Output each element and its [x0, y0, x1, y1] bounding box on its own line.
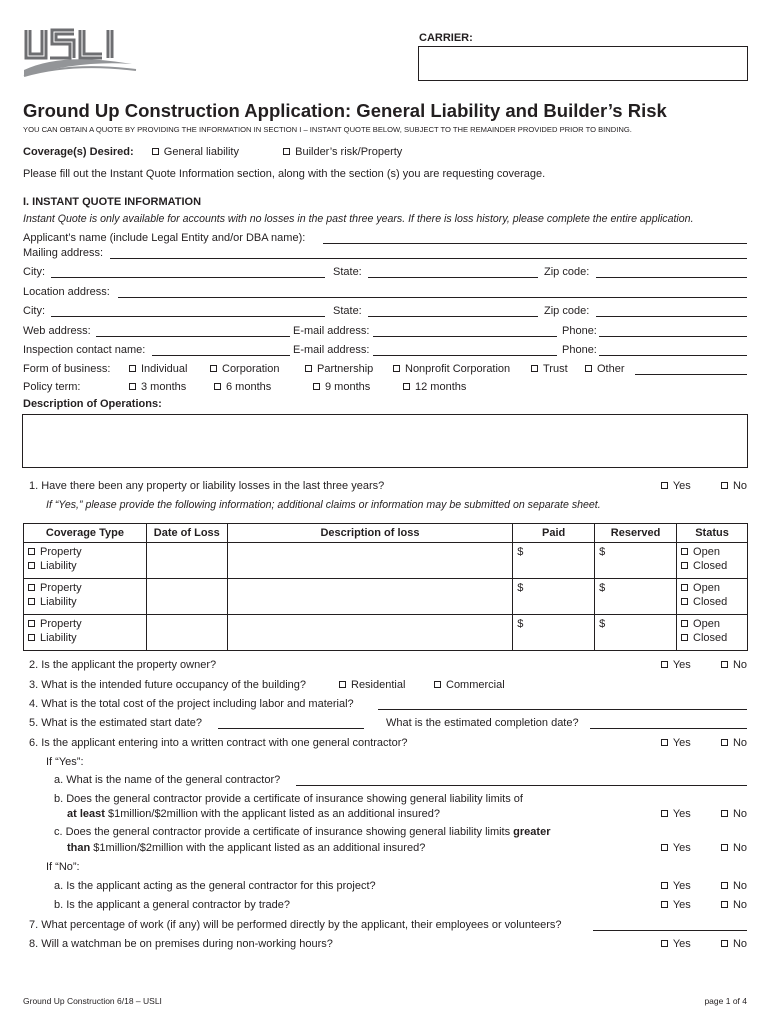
checkbox-icon — [129, 383, 136, 390]
question-6na-yn — [661, 879, 747, 893]
q6c-start: c. Does the general contractor provide a certificate of insurance showing general liability limits — [54, 826, 514, 838]
question-6-text: 6. Is the applicant entering into a written contract with one general contractor? — [29, 737, 408, 749]
city-label: City: — [23, 266, 45, 278]
no-label: No — [732, 880, 747, 892]
checkbox-icon — [28, 584, 35, 591]
status-closed[interactable] — [681, 595, 743, 609]
reserved-cell[interactable] — [595, 543, 677, 579]
form-label: Form of business: — [23, 363, 111, 375]
status-cell — [677, 615, 748, 651]
checkbox-icon — [585, 365, 592, 372]
checkbox-icon — [28, 598, 35, 605]
question-7-text: 7. What percentage of work (if any) will be performed directly by the applicant, their employees or volunteers? — [29, 919, 562, 931]
open-label: Open — [693, 582, 720, 594]
form-of-business-row — [23, 362, 747, 376]
yes-label: Yes — [672, 808, 691, 820]
zip-field-2[interactable] — [596, 304, 747, 317]
question-6nb-text: b. Is the applicant a general contractor by trade? — [54, 899, 291, 911]
question-6nb-yn — [661, 898, 747, 912]
zip-label-2: Zip code: — [544, 305, 590, 317]
description-label: Description of Operations: — [23, 398, 162, 410]
checkbox-icon — [531, 365, 538, 372]
checkbox-icon — [339, 681, 346, 688]
question-3-text: 3. What is the intended future occupancy of the building? — [29, 679, 307, 691]
dollar-sign: $ — [517, 618, 524, 630]
form-other[interactable] — [585, 362, 625, 376]
closed-label: Closed — [693, 596, 728, 608]
checkbox-icon — [721, 739, 728, 746]
policy-option-label: 12 months — [415, 381, 467, 393]
question-6b-line1 — [23, 792, 747, 806]
question-5 — [23, 716, 747, 730]
policy-option-label: 9 months — [325, 381, 371, 393]
state-label-2: State: — [333, 305, 362, 317]
form-option-label: Partnership — [317, 363, 374, 375]
checkbox-icon — [721, 482, 728, 489]
property-option[interactable] — [28, 581, 142, 595]
yes-label: Yes — [672, 880, 691, 892]
q6b-rest: $1million/$2million with the applicant listed as an additional insured? — [104, 808, 441, 820]
dollar-sign: $ — [517, 546, 524, 558]
no-label: No — [732, 808, 747, 820]
general-liability-label: General liability — [163, 146, 239, 158]
footer-form-id: Ground Up Construction 6/18 – USLI — [23, 996, 162, 1006]
open-label: Open — [693, 618, 720, 630]
question-6na-yes[interactable] — [661, 880, 691, 892]
col-status: Status — [677, 524, 748, 543]
question-8 — [23, 937, 747, 951]
date-of-loss-cell[interactable] — [146, 579, 227, 615]
state-field-1[interactable] — [368, 265, 538, 278]
no-label: No — [732, 899, 747, 911]
checkbox-icon — [129, 365, 136, 372]
no-label: No — [732, 842, 747, 854]
col-paid: Paid — [513, 524, 595, 543]
form-option-label: Other — [597, 363, 625, 375]
question-6c-yn — [661, 841, 747, 855]
question-6c-yes[interactable] — [661, 842, 691, 854]
col-date-of-loss: Date of Loss — [146, 524, 227, 543]
mailing-label: Mailing address: — [23, 247, 104, 259]
web-row — [23, 324, 747, 338]
checkbox-icon — [393, 365, 400, 372]
paid-cell[interactable] — [513, 615, 595, 651]
checkbox-icon — [721, 810, 728, 817]
phone-field-2[interactable] — [599, 343, 747, 356]
question-8-yes[interactable] — [661, 938, 691, 950]
question-6b-line2 — [23, 807, 747, 821]
yes-label: Yes — [672, 480, 691, 492]
question-6b-yn — [661, 807, 747, 821]
page-title: Ground Up Construction Application: General Liability and Builder’s Risk — [23, 100, 667, 121]
form-option-label: Individual — [141, 363, 188, 375]
table-row — [24, 579, 748, 615]
question-2-yn — [661, 658, 747, 672]
if-no-label — [23, 860, 747, 874]
web-field[interactable] — [96, 324, 290, 337]
footer-page-number: page 1 of 4 — [704, 996, 747, 1006]
general-contractor-field[interactable] — [296, 773, 747, 786]
liability-label: Liability — [40, 632, 77, 644]
policy-option-label: 3 months — [141, 381, 187, 393]
dollar-sign: $ — [599, 618, 606, 630]
city-field-1[interactable] — [51, 265, 325, 278]
coverage-row — [23, 145, 747, 159]
col-description: Description of loss — [227, 524, 513, 543]
description-cell[interactable] — [227, 615, 513, 651]
yes-label: Yes — [672, 899, 691, 911]
coverage-type-cell — [24, 615, 147, 651]
question-3 — [23, 678, 747, 692]
coverage-type-cell — [24, 543, 147, 579]
question-2-text: 2. Is the applicant the property owner? — [29, 659, 217, 671]
project-cost-field[interactable] — [378, 697, 747, 710]
dollar-sign: $ — [599, 546, 606, 558]
than-bold: than — [67, 842, 91, 854]
question-1-note — [23, 498, 747, 512]
date-of-loss-cell[interactable] — [146, 543, 227, 579]
instructions: Please fill out the Instant Quote Information section, along with the section (s) you are requesting coverage. — [23, 168, 546, 180]
liability-option[interactable] — [28, 631, 142, 645]
email-field-2[interactable] — [373, 343, 557, 356]
checkbox-icon — [28, 620, 35, 627]
table-row — [24, 615, 748, 651]
phone-label-2: Phone: — [562, 344, 597, 356]
question-6c-no[interactable] — [721, 842, 747, 854]
closed-label: Closed — [693, 560, 728, 572]
question-1-yn — [661, 479, 747, 493]
question-6-yn — [661, 736, 747, 750]
checkbox-icon — [681, 562, 688, 569]
coverage-type-cell — [24, 579, 147, 615]
checkbox-icon — [661, 940, 668, 947]
question-1-no[interactable] — [721, 480, 747, 492]
col-coverage-type: Coverage Type — [24, 524, 147, 543]
builders-risk-label: Builder’s risk/Property — [295, 146, 403, 158]
status-open[interactable] — [681, 581, 743, 595]
checkbox-icon — [681, 598, 688, 605]
checkbox-icon — [721, 844, 728, 851]
question-8-text: 8. Will a watchman be on premises during non-working hours? — [29, 938, 333, 950]
commercial-label: Commercial — [446, 679, 505, 691]
checkbox-icon — [661, 810, 668, 817]
phone-field-1[interactable] — [599, 324, 747, 337]
question-6nb-yes[interactable] — [661, 899, 691, 911]
mailing-row — [23, 246, 747, 260]
email-label: E-mail address: — [293, 325, 370, 337]
checkbox-icon — [721, 940, 728, 947]
page-subtitle: YOU CAN OBTAIN A QUOTE BY PROVIDING THE INFORMATION IN SECTION I – INSTANT QUOTE BELOW, SUBJECT TO THE REMAINDER PROVIDED PRIOR TO BINDING. — [23, 125, 632, 134]
location-label: Location address: — [23, 286, 110, 298]
checkbox-icon — [681, 620, 688, 627]
yes-label: Yes — [672, 938, 691, 950]
checkbox-icon — [681, 548, 688, 555]
city-field-2[interactable] — [51, 304, 325, 317]
inspection-label: Inspection contact name: — [23, 344, 146, 356]
reserved-cell[interactable] — [595, 615, 677, 651]
question-6-yes[interactable] — [661, 737, 691, 749]
question-2 — [23, 658, 747, 672]
inspection-field[interactable] — [152, 343, 290, 356]
checkbox-icon — [214, 383, 221, 390]
checkbox-icon — [661, 661, 668, 668]
status-cell — [677, 543, 748, 579]
question-6na-text: a. Is the applicant acting as the general contractor for this project? — [54, 880, 376, 892]
applicant-name-label: Applicant’s name (include Legal Entity and/or DBA name): — [23, 232, 306, 244]
question-6c-line2 — [23, 841, 747, 855]
status-closed[interactable] — [681, 631, 743, 645]
if-yes-label — [23, 755, 747, 769]
usli-logo — [22, 22, 140, 80]
status-cell — [677, 579, 748, 615]
email-label-2: E-mail address: — [293, 344, 370, 356]
web-label: Web address: — [23, 325, 91, 337]
start-date-field[interactable] — [218, 716, 364, 729]
carrier-label: CARRIER: — [419, 32, 473, 44]
question-6b-text-2 — [23, 808, 440, 820]
policy-12-months[interactable] — [403, 380, 466, 394]
property-label: Property — [40, 546, 82, 558]
question-2-no[interactable] — [721, 659, 747, 671]
checkbox-icon — [434, 681, 441, 688]
checkbox-icon — [721, 901, 728, 908]
no-label: No — [732, 659, 747, 671]
loss-table-header — [24, 524, 748, 543]
question-1 — [23, 479, 747, 493]
paid-cell[interactable] — [513, 543, 595, 579]
question-4-text: 4. What is the total cost of the project including labor and material? — [29, 698, 354, 710]
question-3-residential[interactable] — [339, 678, 405, 692]
dollar-sign: $ — [599, 582, 606, 594]
form-partnership[interactable] — [305, 362, 373, 376]
checkbox-icon — [661, 844, 668, 851]
question-6nb — [23, 898, 747, 912]
checkbox-icon — [721, 661, 728, 668]
completion-date-field[interactable] — [590, 716, 747, 729]
table-row — [24, 543, 748, 579]
checkbox-icon — [313, 383, 320, 390]
if-no-text: If “No”: — [46, 861, 80, 873]
zip-label: Zip code: — [544, 266, 590, 278]
question-1-note-text: If “Yes,” please provide the following information; additional claims or information may be submitted on separate sheet. — [46, 499, 601, 511]
inspection-row — [23, 343, 747, 357]
greater-bold: greater — [513, 826, 551, 838]
description-cell[interactable] — [227, 579, 513, 615]
residential-label: Residential — [351, 679, 406, 691]
work-percentage-field[interactable] — [593, 918, 747, 931]
state-field-2[interactable] — [368, 304, 538, 317]
policy-label: Policy term: — [23, 381, 81, 393]
dollar-sign: $ — [517, 582, 524, 594]
loss-history-table — [23, 523, 748, 651]
question-1-text: 1. Have there been any property or liability losses in the last three years? — [29, 480, 385, 492]
checkbox-icon — [305, 365, 312, 372]
liability-option[interactable] — [28, 595, 142, 609]
question-6a — [23, 773, 747, 787]
property-label: Property — [40, 618, 82, 630]
policy-term-row — [23, 380, 747, 394]
checkbox-icon — [661, 482, 668, 489]
location-field[interactable] — [118, 285, 747, 298]
question-6na — [23, 879, 747, 893]
state-label: State: — [333, 266, 362, 278]
liability-label: Liability — [40, 560, 77, 572]
location-row — [23, 285, 747, 299]
no-label: No — [732, 938, 747, 950]
question-6b-no[interactable] — [721, 808, 747, 820]
checkbox-icon — [28, 562, 35, 569]
checkbox-icon — [681, 634, 688, 641]
question-1-yes[interactable] — [661, 480, 691, 492]
question-8-yn — [661, 937, 747, 951]
question-8-no[interactable] — [721, 938, 747, 950]
no-label: No — [732, 480, 747, 492]
checkbox-icon — [721, 882, 728, 889]
question-6b-text-1: b. Does the general contractor provide a certificate of insurance showing general liability limits of — [54, 793, 523, 805]
policy-9-months[interactable] — [313, 380, 370, 394]
coverage-label: Coverage(s) Desired: — [23, 146, 134, 158]
yes-label: Yes — [672, 842, 691, 854]
status-open[interactable] — [681, 545, 743, 559]
form-option-label: Corporation — [222, 363, 280, 375]
at-least-bold: at least — [67, 808, 105, 820]
property-option[interactable] — [28, 545, 142, 559]
description-field[interactable] — [22, 414, 748, 468]
question-6a-text: a. What is the name of the general contractor? — [54, 774, 281, 786]
city-row-1 — [23, 265, 747, 279]
form-nonprofit[interactable] — [393, 362, 510, 376]
paid-cell[interactable] — [513, 579, 595, 615]
carrier-field[interactable] — [418, 46, 748, 81]
q6c-rest: $1million/$2million with the applicant listed as an additional insured? — [90, 842, 426, 854]
applicant-name-field[interactable] — [323, 231, 747, 244]
checkbox-icon — [661, 739, 668, 746]
question-6nb-no[interactable] — [721, 899, 747, 911]
question-6na-no[interactable] — [721, 880, 747, 892]
question-3-commercial[interactable] — [434, 678, 505, 692]
yes-label: Yes — [672, 659, 691, 671]
question-7 — [23, 918, 747, 932]
property-option[interactable] — [28, 617, 142, 631]
form-trust[interactable] — [531, 362, 568, 376]
question-6-no[interactable] — [721, 737, 747, 749]
checkbox-icon — [210, 365, 217, 372]
description-cell[interactable] — [227, 543, 513, 579]
question-6c-line1 — [23, 825, 747, 839]
policy-option-label: 6 months — [226, 381, 272, 393]
form-option-label: Nonprofit Corporation — [405, 363, 511, 375]
form-option-label: Trust — [543, 363, 568, 375]
city-row-2 — [23, 304, 747, 318]
checkbox-icon — [681, 584, 688, 591]
builders-risk-checkbox[interactable] — [283, 148, 290, 155]
question-6c-text-1 — [23, 826, 550, 838]
status-open[interactable] — [681, 617, 743, 631]
question-6b-yes[interactable] — [661, 808, 691, 820]
section1-heading: I. INSTANT QUOTE INFORMATION — [23, 196, 202, 208]
form-individual[interactable] — [129, 362, 187, 376]
general-liability-checkbox[interactable] — [152, 148, 159, 155]
date-of-loss-cell[interactable] — [146, 615, 227, 651]
reserved-cell[interactable] — [595, 579, 677, 615]
status-closed[interactable] — [681, 559, 743, 573]
question-5-text: 5. What is the estimated start date? — [29, 717, 203, 729]
form-other-field[interactable] — [635, 362, 747, 375]
checkbox-icon — [403, 383, 410, 390]
completion-date-label: What is the estimated completion date? — [386, 717, 579, 729]
phone-label: Phone: — [562, 325, 597, 337]
no-label: No — [732, 737, 747, 749]
closed-label: Closed — [693, 632, 728, 644]
question-6 — [23, 736, 747, 750]
liability-label: Liability — [40, 596, 77, 608]
zip-field-1[interactable] — [596, 265, 747, 278]
open-label: Open — [693, 546, 720, 558]
form-corporation[interactable] — [210, 362, 279, 376]
checkbox-icon — [661, 901, 668, 908]
question-4 — [23, 697, 747, 711]
property-label: Property — [40, 582, 82, 594]
yes-label: Yes — [672, 737, 691, 749]
checkbox-icon — [28, 634, 35, 641]
checkbox-icon — [661, 882, 668, 889]
if-yes-text: If “Yes”: — [46, 756, 84, 768]
col-reserved: Reserved — [595, 524, 677, 543]
mailing-field[interactable] — [110, 246, 747, 259]
email-field-1[interactable] — [373, 324, 557, 337]
policy-6-months[interactable] — [214, 380, 271, 394]
policy-3-months[interactable] — [129, 380, 186, 394]
checkbox-icon — [28, 548, 35, 555]
instant-quote-note: Instant Quote is only available for accounts with no losses in the past three years. If there is loss history, please complete the entire application. — [23, 213, 694, 225]
city-label-2: City: — [23, 305, 45, 317]
liability-option[interactable] — [28, 559, 142, 573]
applicant-name-row — [23, 231, 747, 245]
question-6c-text-2 — [23, 842, 425, 854]
question-2-yes[interactable] — [661, 659, 691, 671]
